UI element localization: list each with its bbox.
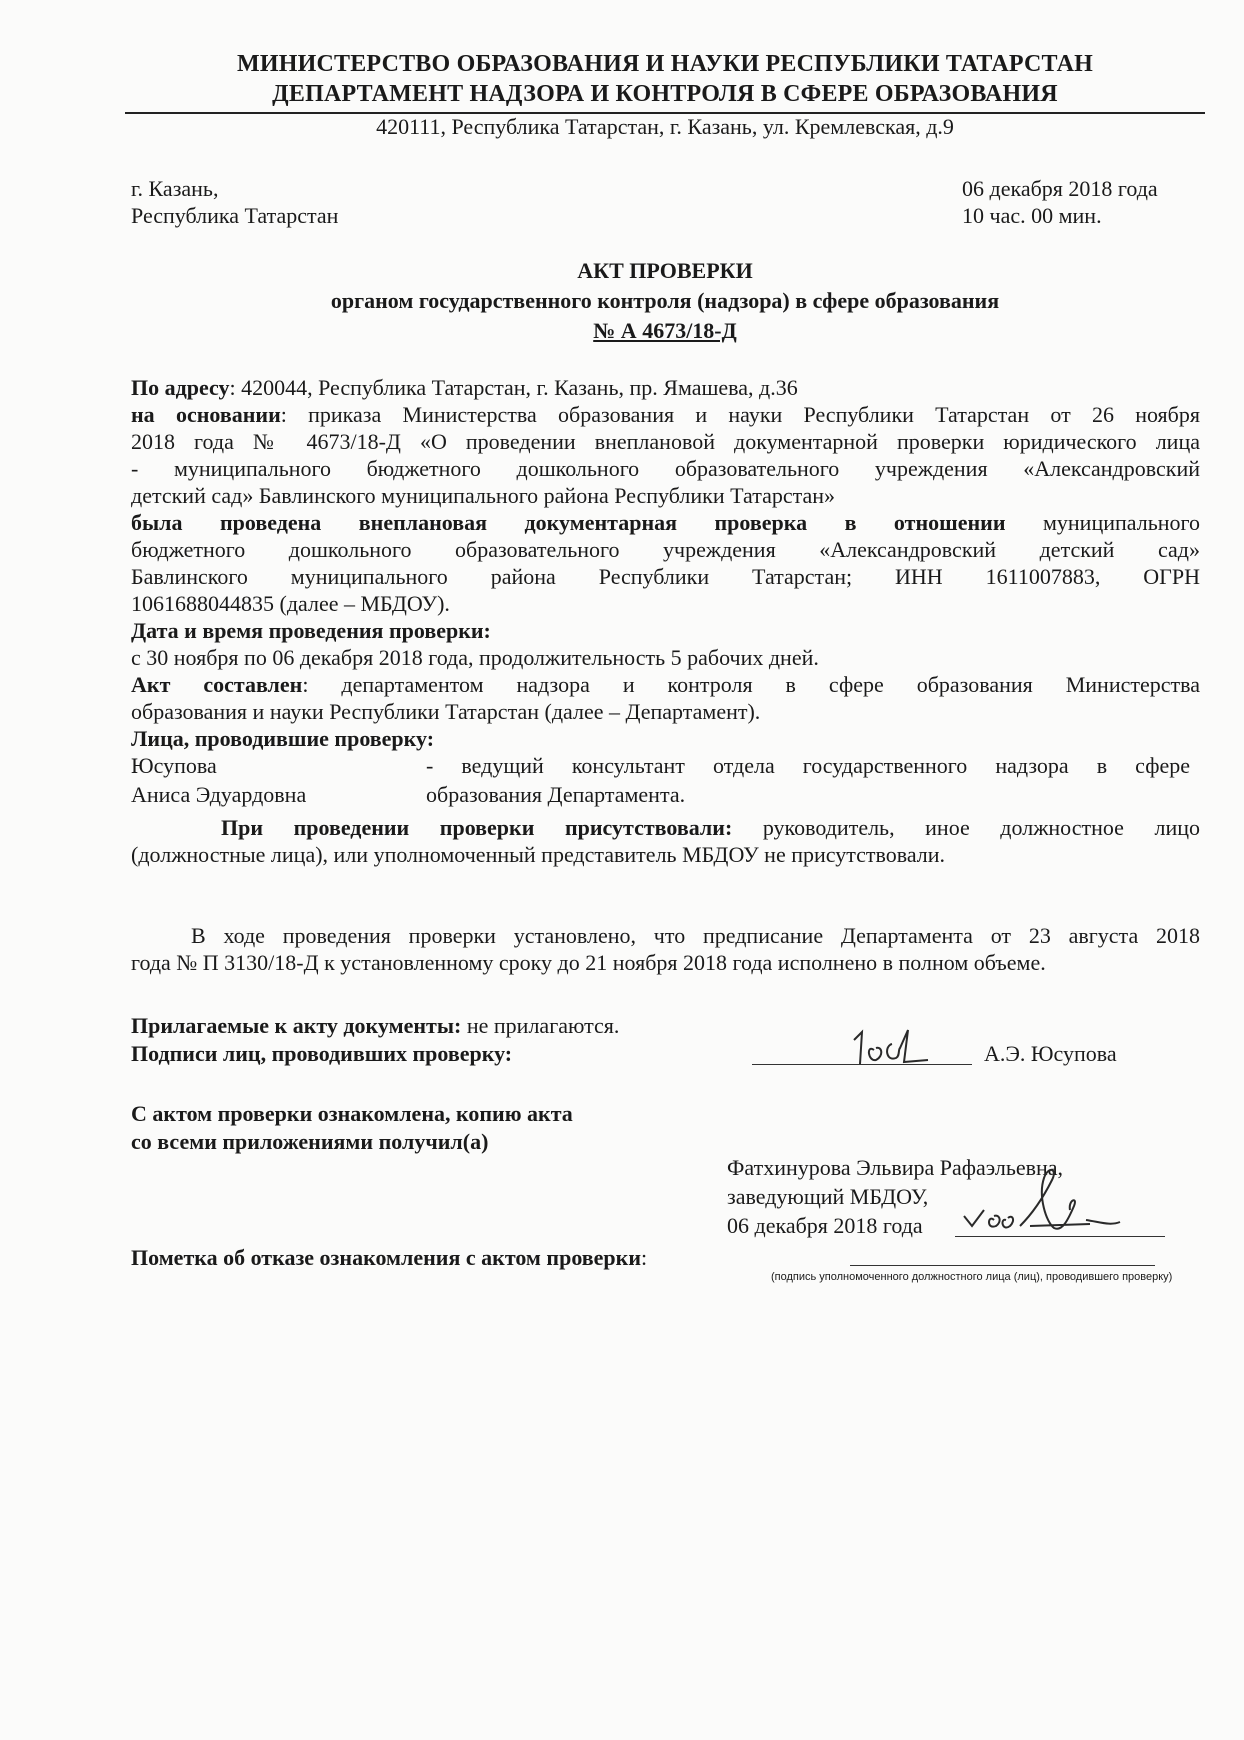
conducted-label: была проведена внеплановая документарная проверка в отношении	[131, 510, 1006, 535]
signatures-label: Подписи лиц, проводивших проверку:	[131, 1041, 513, 1066]
conducted-text-1: муниципального	[1005, 510, 1200, 535]
refusal-label: Пометка об отказе ознакомления с актом проверки	[131, 1245, 642, 1270]
basis-text-1: : приказа Министерства образования и науки Республики Татарстан от 26 ноября	[280, 402, 1200, 427]
attached-value: не прилагаются.	[461, 1013, 620, 1038]
inspector-role-2: образования Департамента.	[426, 782, 686, 807]
basis-label: на основании	[131, 402, 281, 427]
attached-label: Прилагаемые к акту документы:	[131, 1013, 462, 1038]
acquainted-wrap-2	[131, 1128, 1200, 1155]
department-title: ДЕПАРТАМЕНТ НАДЗОРА И КОНТРОЛЯ В СФЕРЕ ОБРАЗОВАНИЯ	[272, 81, 1058, 107]
ministry-title: МИНИСТЕРСТВО ОБРАЗОВАНИЯ И НАУКИ РЕСПУБЛИКИ ТАТАРСТАН	[237, 51, 1093, 77]
address-value: : 420044, Республика Татарстан, г. Казань, пр. Ямашева, д.36	[229, 375, 798, 400]
address-line	[131, 374, 1200, 401]
inspector-given-names: Аниса Эдуардовна	[131, 782, 307, 807]
address-label: По адресу	[131, 375, 230, 400]
acquainted-line-1: С актом проверки ознакомлена, копию акта	[131, 1101, 573, 1126]
inspector-signature	[848, 1020, 958, 1070]
act-date: 06 декабря 2018 года	[962, 176, 1158, 201]
composed-line-1	[131, 671, 1200, 698]
basis-line-3: - муниципального бюджетного дошкольного образовательного учреждения «Александровский	[131, 456, 1200, 481]
inspectors-label-wrap	[131, 725, 1200, 752]
act-subtitle: органом государственного контроля (надзора) в сфере образования	[330, 288, 1000, 313]
recipient-signature	[960, 1160, 1140, 1250]
recipient-date: 06 декабря 2018 года	[727, 1213, 923, 1238]
signature-caption: (подпись уполномоченного должностного лица (лиц), проводившего проверку)	[771, 1271, 1173, 1283]
period-label-wrap	[131, 617, 1200, 644]
act-time: 10 час. 00 мин.	[962, 203, 1102, 228]
basis-line-4: детский сад» Бавлинского муниципального района Республики Татарстан»	[131, 483, 836, 508]
conducted-line-2: бюджетного дошкольного образовательного учреждения «Александровский детский сад»	[131, 537, 1200, 562]
present-line-2: (должностные лица), или уполномоченный представитель МБДОУ не присутствовали.	[131, 842, 946, 867]
composed-line-2: образования и науки Республики Татарстан (далее – Департамент).	[131, 699, 761, 724]
present-line-1	[131, 814, 1200, 841]
finding-line-1: В ходе проведения проверки установлено, что предписание Департамента от 23 августа 2018	[191, 923, 1200, 948]
acquainted-line-2: со всеми приложениями получил(а)	[131, 1129, 489, 1154]
inspectors-label: Лица, проводившие проверку:	[131, 726, 435, 751]
inspector-surname: Юсупова	[131, 753, 217, 778]
recipient-role: заведующий МБДОУ,	[727, 1184, 929, 1209]
conducted-line-3: Бавлинского муниципального района Республики Татарстан; ИНН 1611007883, ОГРН	[131, 564, 1200, 589]
act-number-wrap	[125, 316, 1205, 346]
recipient-name: Фатхинурова Эльвира Рафаэльевна,	[727, 1155, 1064, 1180]
composed-label: Акт составлен	[131, 672, 303, 697]
act-title: АКТ ПРОВЕРКИ	[577, 258, 753, 283]
ministry-address: 420111, Республика Татарстан, г. Казань, ул. Кремлевская, д.9	[376, 114, 954, 139]
act-number: № А 4673/18-Д	[593, 318, 737, 343]
period-value: с 30 ноября по 06 декабря 2018 года, продолжительность 5 рабочих дней.	[131, 645, 819, 670]
acquainted-wrap-1	[131, 1100, 1200, 1127]
refusal-signature-line	[850, 1265, 1155, 1266]
place-region: Республика Татарстан	[131, 203, 339, 228]
conducted-line-4: 1061688044835 (далее – МБДОУ).	[131, 591, 450, 616]
conducted-line-1	[131, 509, 1200, 536]
basis-line-1	[131, 401, 1200, 428]
inspector-short-name: А.Э. Юсупова	[984, 1041, 1117, 1066]
inspector-role-1: - ведущий консультант отдела государственного надзора в сфере	[426, 753, 1190, 778]
attached-line	[131, 1012, 1200, 1039]
refusal-wrap	[131, 1244, 1200, 1271]
place-city: г. Казань,	[131, 176, 219, 201]
composed-text-1: : департаментом надзора и контроля в сфере образования Министерства	[302, 672, 1200, 697]
basis-line-2: 2018 года № 4673/18-Д «О проведении внеплановой документарной проверки юридического лица	[131, 429, 1200, 454]
refusal-colon: :	[641, 1245, 648, 1270]
present-text-1: руководитель, иное должностное лицо	[732, 815, 1200, 840]
period-label: Дата и время проведения проверки:	[131, 618, 491, 643]
present-label: При проведении проверки присутствовали:	[221, 815, 733, 840]
finding-line-2: года № П 3130/18-Д к установленному сроку до 21 ноября 2018 года исполнено в полном объеме.	[131, 950, 1046, 975]
